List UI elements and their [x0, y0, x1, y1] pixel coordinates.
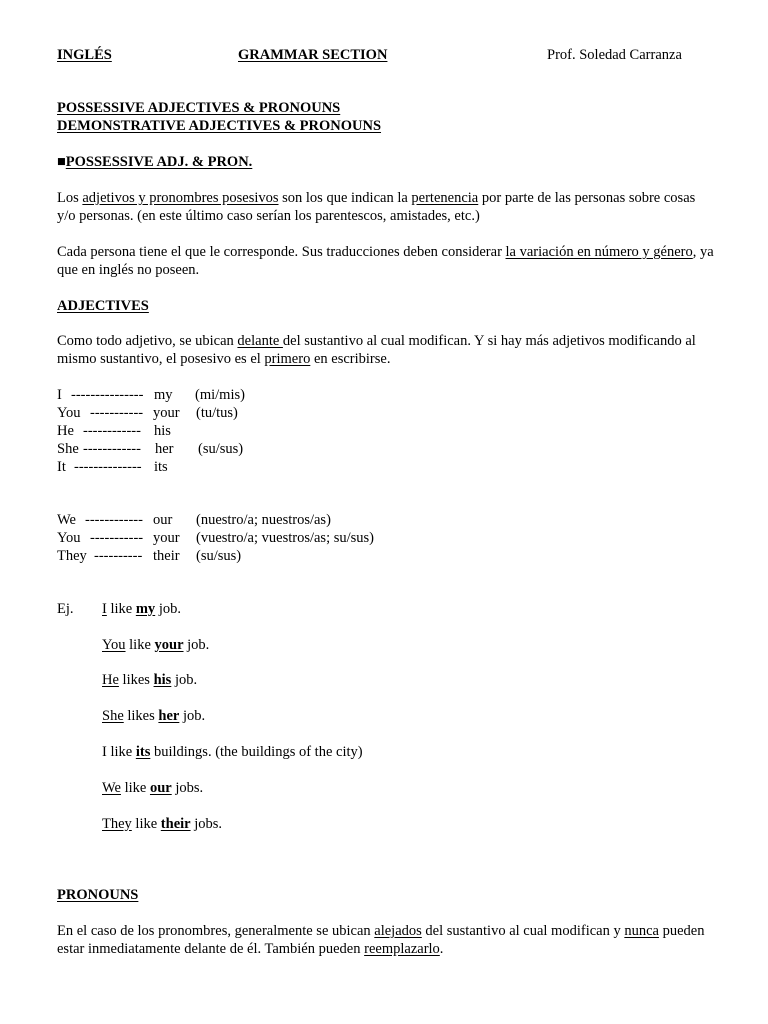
title-line-1: POSSESSIVE ADJECTIVES & PRONOUNS	[57, 100, 341, 116]
row-translation: (vuestro/a; vuestros/as; su/sus)	[196, 530, 375, 546]
row-dashes: ----------	[94, 548, 143, 564]
row-possessive: their	[153, 548, 180, 564]
adj-p-text-e: en escribirse.	[310, 351, 391, 367]
section-heading-possessive	[57, 153, 252, 171]
row-translation: (su/sus)	[198, 441, 244, 457]
example-verb: like	[106, 744, 136, 760]
example-possessive: their	[160, 816, 191, 832]
row-dashes: --------------	[74, 459, 142, 475]
example-subject: I	[102, 744, 107, 760]
header-section: GRAMMAR SECTION	[238, 47, 388, 63]
row-subject: He	[57, 423, 74, 439]
row-dashes: ------------	[83, 423, 141, 439]
example-rest: job.	[155, 601, 181, 617]
row-translation: (nuestro/a; nuestros/as)	[196, 512, 331, 528]
example-rest: jobs.	[171, 780, 204, 796]
example-possessive: my	[135, 601, 156, 617]
pron-p-text-g: .	[439, 941, 444, 957]
adj-p-underline-primero: primero	[264, 351, 311, 367]
row-subject: She	[57, 441, 79, 457]
adjectives-paragraph	[57, 332, 717, 368]
row-dashes: ---------------	[71, 387, 144, 403]
example-sentence	[102, 600, 181, 618]
example-verb: like	[125, 637, 155, 653]
example-subject: He	[102, 672, 119, 688]
example-possessive: our	[149, 780, 172, 796]
p2-underline-variacion: la variación en número y género	[505, 244, 693, 260]
pron-p-underline-alejados: alejados	[374, 923, 422, 939]
row-translation: (mi/mis)	[195, 387, 245, 403]
paragraph-2	[57, 243, 717, 279]
example-subject: I	[102, 601, 107, 617]
row-dashes: ------------	[83, 441, 141, 457]
example-possessive: his	[153, 672, 172, 688]
example-rest: job.	[171, 672, 198, 688]
row-possessive: your	[153, 530, 180, 546]
example-rest: job.	[179, 708, 206, 724]
pron-p-text-a: En el caso de los pronombres, generalmente se ubican	[57, 923, 375, 939]
row-subject: They	[57, 548, 87, 564]
examples-label: Ej.	[57, 601, 74, 617]
example-sentence	[102, 743, 363, 761]
pron-p-underline-nunca: nunca	[624, 923, 659, 939]
example-sentence	[102, 671, 197, 689]
row-dashes: ------------	[85, 512, 143, 528]
pron-p-text-e: pueden estar inmediatamente delante de él. También pueden	[57, 923, 705, 957]
p2-text-c: , ya que en inglés no poseen.	[57, 244, 714, 278]
example-rest: job.	[183, 637, 210, 653]
example-verb: like	[120, 780, 150, 796]
pron-p-underline-reemplazarlo: reemplazarlo	[364, 941, 440, 957]
title-line-2: DEMONSTRATIVE ADJECTIVES & PRONOUNS	[57, 118, 382, 134]
bullet-icon: ■	[57, 154, 66, 170]
adj-p-text-c: del sustantivo al cual modifican. Y si hay más adjetivos modificando al mismo sustantivo, el posesivo es el	[57, 333, 696, 367]
row-subject: I	[57, 387, 62, 403]
row-dashes: -----------	[90, 405, 144, 421]
example-possessive: her	[158, 708, 180, 724]
example-rest: jobs.	[190, 816, 223, 832]
row-possessive: your	[153, 405, 180, 421]
p2-text-a: Cada persona tiene el que le corresponde. Sus traducciones deben considerar	[57, 244, 506, 260]
example-subject: She	[102, 708, 124, 724]
row-translation: (tu/tus)	[196, 405, 238, 421]
adjectives-heading: ADJECTIVES	[57, 298, 149, 314]
row-possessive: his	[154, 423, 171, 439]
example-verb: likes	[118, 672, 154, 688]
header-subject: INGLÉS	[57, 47, 112, 63]
row-possessive: our	[153, 512, 173, 528]
example-verb: like	[106, 601, 136, 617]
adj-p-text-a: Como todo adjetivo, se ubican	[57, 333, 238, 349]
row-subject: We	[57, 512, 76, 528]
example-subject: They	[102, 816, 132, 832]
row-dashes: -----------	[90, 530, 144, 546]
pron-p-text-c: del sustantivo al cual modifican y	[421, 923, 625, 939]
p1-text-e: por parte de las personas sobre cosas y/o personas. (en este último caso serían los parentescos, amistades, etc.)	[57, 190, 696, 224]
pronouns-heading: PRONOUNS	[57, 887, 139, 903]
p1-underline-adjetivos: adjetivos y pronombres posesivos	[82, 190, 279, 206]
p1-text-a: Los	[57, 190, 83, 206]
example-possessive: your	[154, 637, 184, 653]
row-translation: (su/sus)	[196, 548, 242, 564]
row-subject: You	[57, 530, 81, 546]
section-heading-text: POSSESSIVE ADJ. & PRON.	[65, 154, 253, 170]
example-sentence	[102, 815, 222, 833]
p1-text-c: son los que indican la	[278, 190, 412, 206]
row-possessive: its	[154, 459, 168, 475]
row-possessive: my	[154, 387, 173, 403]
header-teacher: Prof. Soledad Carranza	[547, 47, 682, 63]
example-verb: like	[131, 816, 161, 832]
adj-p-underline-delante: delante	[237, 333, 283, 349]
example-sentence	[102, 779, 203, 797]
p1-underline-pertenencia: pertenencia	[411, 190, 479, 206]
example-possessive: its	[135, 744, 151, 760]
row-subject: You	[57, 405, 81, 421]
row-possessive: her	[155, 441, 174, 457]
example-verb: likes	[123, 708, 159, 724]
pronouns-paragraph	[57, 922, 717, 958]
example-sentence	[102, 636, 209, 654]
row-subject: It	[57, 459, 66, 475]
example-sentence	[102, 707, 205, 725]
paragraph-1	[57, 189, 717, 225]
example-subject: We	[102, 780, 121, 796]
example-rest: buildings. (the buildings of the city)	[150, 744, 363, 760]
example-subject: You	[102, 637, 126, 653]
